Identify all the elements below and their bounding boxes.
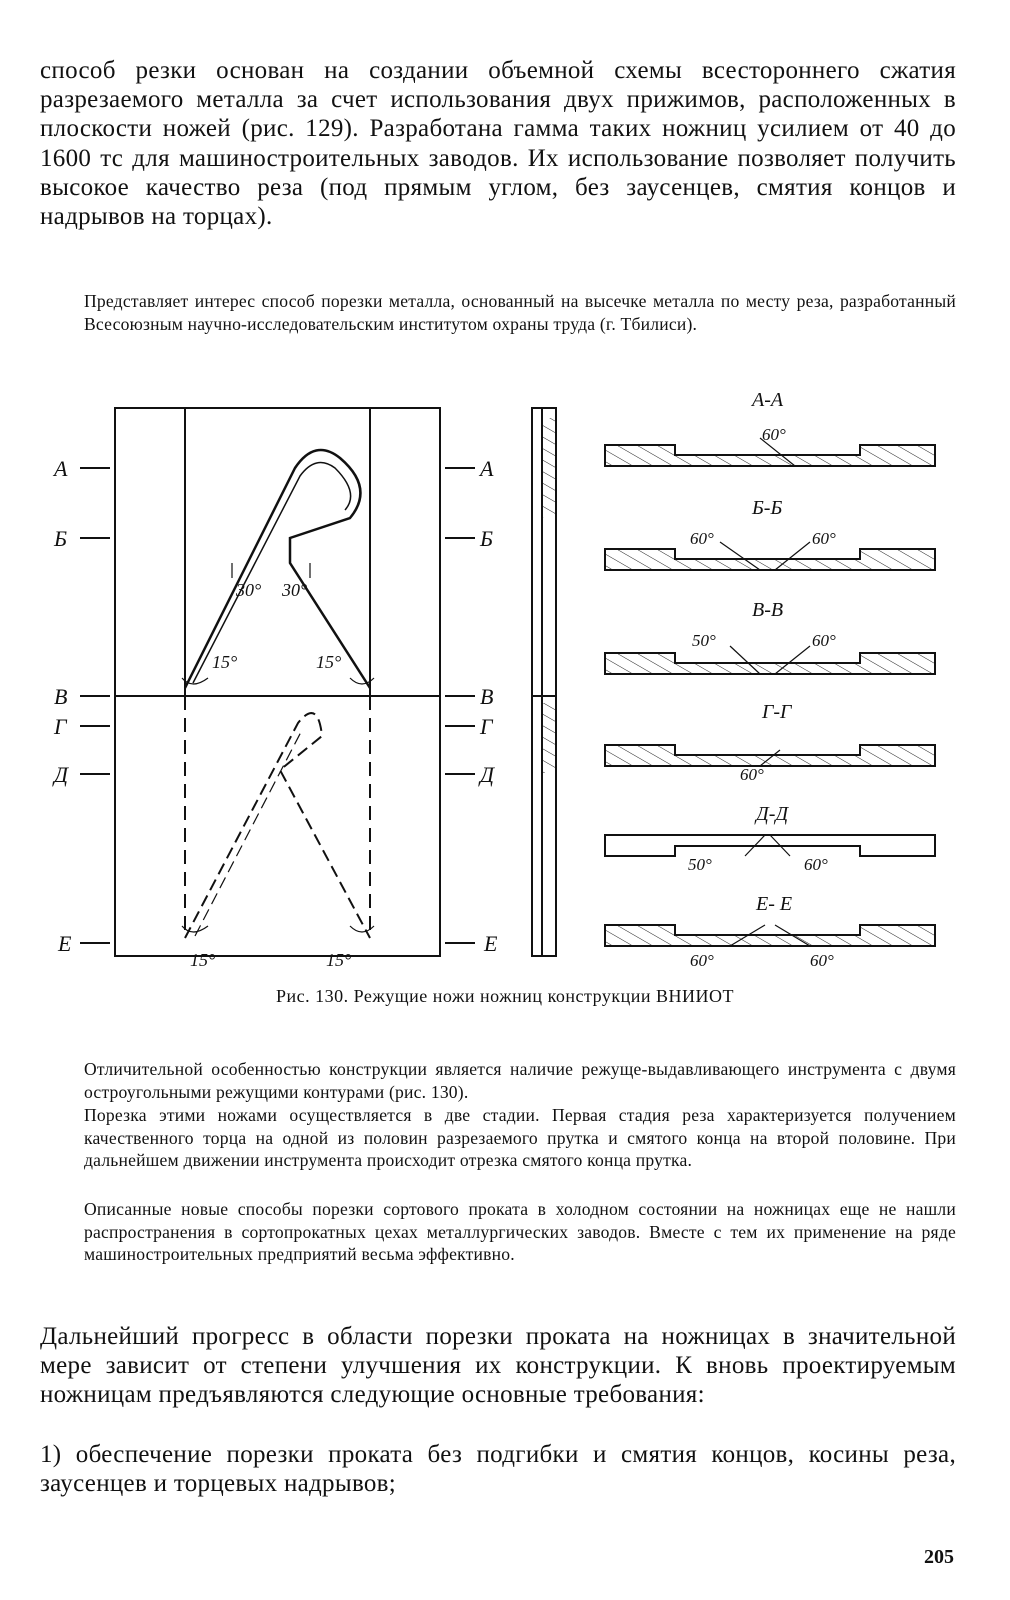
section-label-right-d: Д — [480, 762, 494, 787]
section-label-left-v: В — [54, 684, 68, 709]
angle-label-30-right: 30° — [282, 580, 308, 600]
bottom-paragraph-2: 1) обеспечение порезки проката без подгибки и смятия концов, косины реза, заусенцев и торцевых надрывов; — [40, 1441, 956, 1498]
angle-label-15-lower-left: 15° — [190, 950, 216, 970]
section-label-right-a: А — [480, 456, 494, 481]
section-title-b: Б-Б — [752, 497, 783, 519]
top-paragraph: способ резки основан на создании объемной схемы всестороннего сжатия разрезаемого металла за счет использования двух прижимов, расположенных в плоскости ножей (рис. 129). Разработана гамма таких ножниц усилием от 40 до 1600 тс для машиностроительных заводов. Их использование позволяет получить высокое качество реза (под прямым углом, без заусенцев, смятия концов и надрывов на торцах). — [40, 57, 956, 231]
section-label-right-e: Е — [484, 931, 498, 956]
page-number: 205 — [924, 1546, 954, 1568]
section-title-a: А-А — [752, 389, 784, 411]
section-title-d: Д-Д — [756, 803, 789, 825]
section-g-angle: 60° — [740, 765, 764, 784]
section-label-left-e: Е — [58, 931, 72, 956]
section-title-e: Е- Е — [756, 893, 793, 915]
section-label-left-d: Д — [54, 762, 68, 787]
section-title-v: В-В — [752, 599, 784, 621]
angle-label-15-upper-right: 15° — [316, 652, 342, 672]
section-b-angle-right: 60° — [812, 529, 836, 548]
side-view — [532, 408, 556, 956]
section-label-left-a: А — [54, 456, 68, 481]
section-title-g: Г-Г — [762, 701, 792, 723]
figure-caption — [0, 986, 1010, 1007]
intro-paragraph: Представляет интерес способ порезки металла, основанный на высечке металла по месту реза, разработанный Всесоюзным научно-исследовательским институтом охраны труда (г. Тбилиси). — [84, 291, 956, 334]
small-paragraph-3: Описанные новые способы порезки сортового проката в холодном состоянии на ножницах еще не нашли распространения в сортопрокатных цехах металлургических заводов. Вместе с тем их применение на ряде машиностроительных предприятий весьма эффективно. — [84, 1199, 956, 1264]
knife-drawing-figure — [40, 378, 970, 998]
section-label-right-b: Б — [480, 526, 493, 551]
section-label-left-g: Г — [54, 714, 67, 739]
bottom-paragraph-1: Дальнейший прогресс в области порезки проката на ножницах в значительной мере зависит от степени улучшения их конструкции. К вновь проектируемым ножницам предъявляются следующие основные требования: — [40, 1323, 956, 1409]
section-e-angle-left: 60° — [690, 951, 714, 970]
section-label-left-b: Б — [54, 526, 67, 551]
section-label-right-v: В — [480, 684, 494, 709]
section-label-right-g: Г — [480, 714, 493, 739]
main-knife-view — [115, 408, 440, 956]
angle-label-30-left: 30° — [236, 580, 262, 600]
angle-label-15-lower-right: 15° — [326, 950, 352, 970]
section-e-angle-right: 60° — [810, 951, 834, 970]
small-paragraph-2: Порезка этими ножами осуществляется в две стадии. Первая стадия реза характеризуется получением качественного торца на одной из половин разрезаемого прутка и смятого конца на второй половине. При дальнейшем движении инструмента происходит отрезка смятого конца прутка. — [84, 1105, 956, 1170]
section-b-angle-left: 60° — [690, 529, 714, 548]
section-v-angle-right: 60° — [812, 631, 836, 650]
figure-caption-label: Рис. 130. — [275, 986, 349, 1006]
section-v-angle-left: 50° — [692, 631, 716, 650]
section-d-angle-right: 60° — [804, 855, 828, 874]
section-d-angle-left: 50° — [688, 855, 712, 874]
small-paragraph-1: Отличительной особенностью конструкции является наличие режуще-выдавливающего инструмента с двумя остроугольными режущими контурами (рис. 130). — [84, 1059, 956, 1102]
section-a-angle: 60° — [762, 425, 786, 444]
angle-label-15-upper-left: 15° — [212, 652, 238, 672]
figure-caption-text: Режущие ножи ножниц конструкции ВНИИОТ — [353, 986, 735, 1006]
